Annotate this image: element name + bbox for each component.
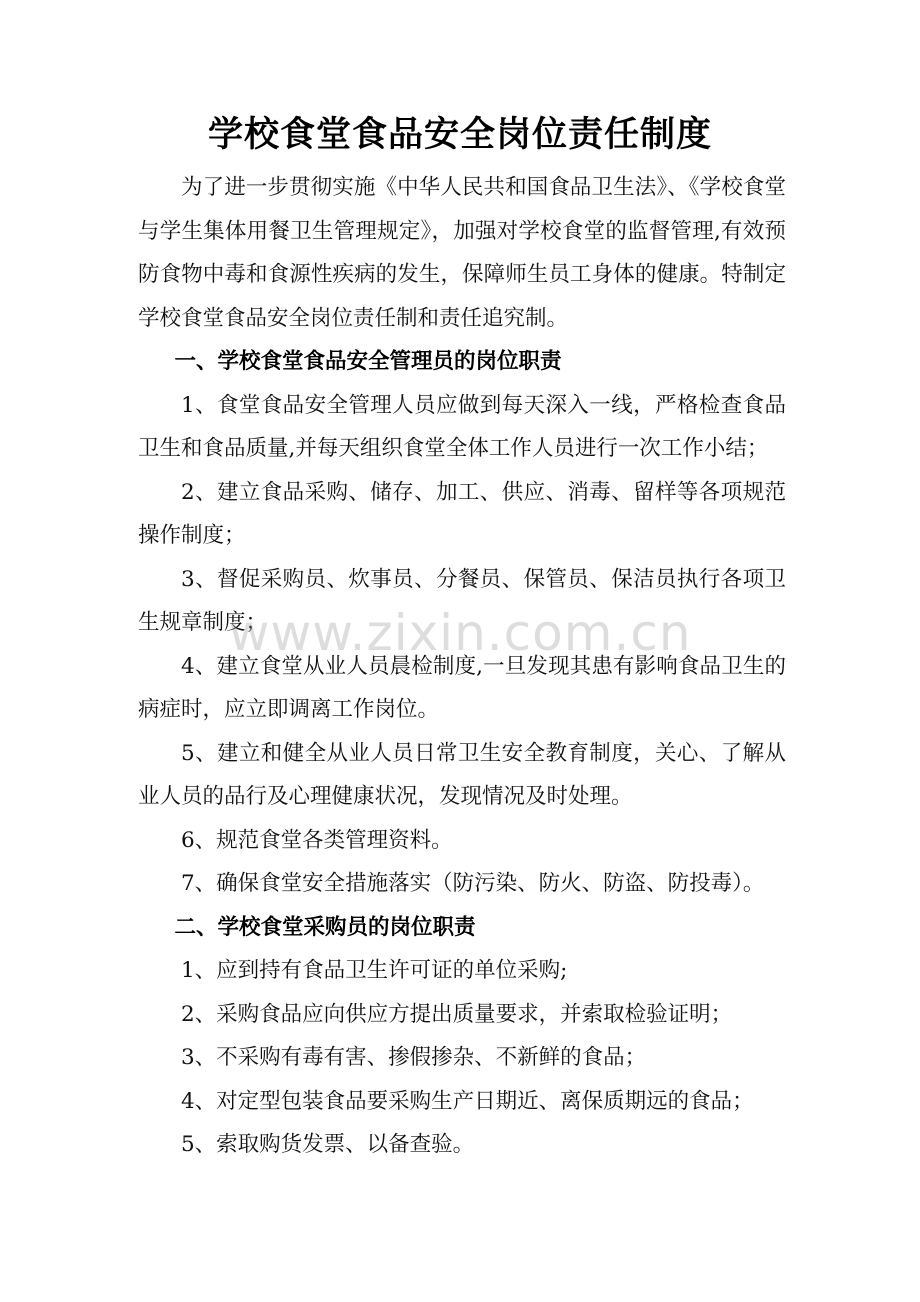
watermark: www.zixin.com.cn [228, 604, 692, 662]
document-body [138, 166, 786, 1167]
list-item: 1、食堂食品安全管理人员应做到每天深入一线，严格检查食品卫生和食品质量,并每天组织食堂全体工作人员进行一次工作小结； [138, 392, 786, 461]
list-item: 5、索取购货发票、以备查验。 [181, 1132, 475, 1157]
list-item: 7、确保食堂安全措施落实（防污染、防火、防盗、防投毒）。 [181, 871, 765, 896]
list-item: 6、规范食堂各类管理资料。 [181, 827, 453, 853]
list-item: 2、采购食品应向供应方提出质量要求，并索取检验证明； [181, 1001, 733, 1027]
intro-paragraph: 为了进一步贯彻实施《中华人民共和国食品卫生法》、《学校食堂与学生集体用餐卫生管理规定》，加强对学校食堂的监督管理,有效预防食物中毒和食源性疾病的发生，保障师生员工身体的健康。特制定学校食堂食品安全岗位责任制和责任追究制。 [138, 175, 786, 331]
list-item: 4、对定型包装食品要采购生产日期近、离保质期远的食品； [181, 1088, 754, 1114]
list-item: 4、建立食堂从业人员晨检制度,一旦发现其患有影响食品卫生的病症时，应立即调离工作岗位。 [138, 653, 786, 722]
section-heading-1: 一、学校食堂食品安全管理员的岗位职责 [174, 349, 562, 374]
list-item: 3、督促采购员、炊事员、分餐员、保管员、保洁员执行各项卫生规章制度； [138, 566, 786, 635]
list-item: 3、不采购有毒有害、掺假掺杂、不新鲜的食品； [181, 1045, 647, 1070]
list-item: 1、应到持有食品卫生许可证的单位采购; [181, 958, 568, 983]
document-title: 学校食堂食品安全岗位责任制度 [207, 114, 712, 155]
list-item: 5、建立和健全从业人员日常卫生安全教育制度，关心、了解从业人员的品行及心理健康状况，发现情况及时处理。 [138, 740, 786, 809]
list-item: 2、建立食品采购、储存、加工、供应、消毒、留样等各项规范操作制度； [138, 479, 786, 548]
section-heading-2: 二、学校食堂采购员的岗位职责 [174, 914, 476, 940]
